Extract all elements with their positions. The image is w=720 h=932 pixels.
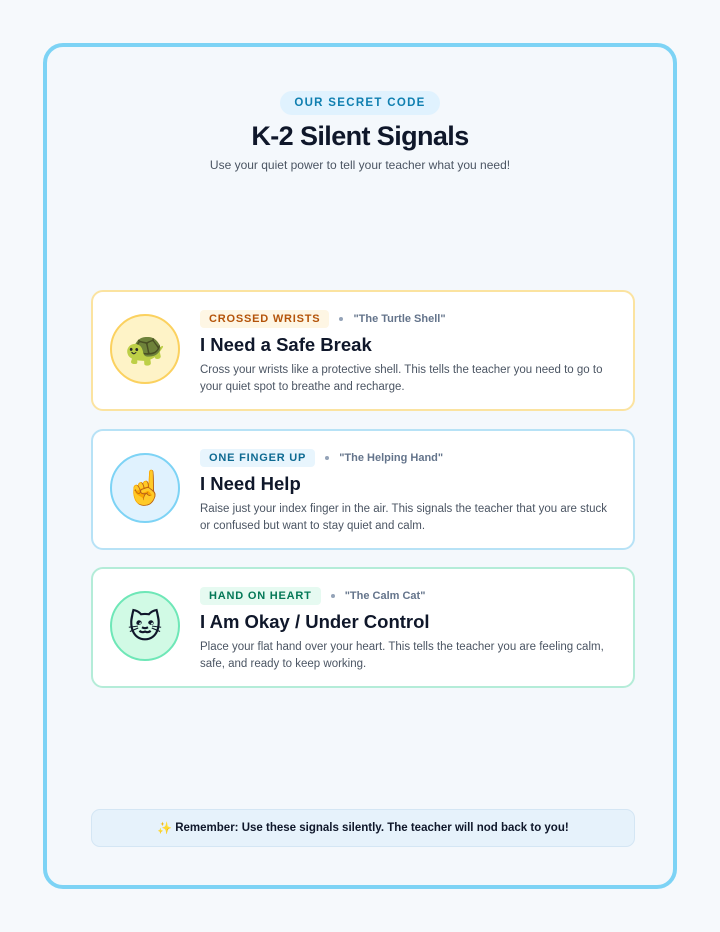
poster-header <box>47 91 673 172</box>
cat-icon: 🐱 <box>110 591 180 661</box>
signal-nickname: "The Turtle Shell" <box>353 313 446 325</box>
signal-tag: ONE FINGER UP <box>200 449 315 467</box>
signal-card-need-help <box>91 429 635 550</box>
pointing-finger-icon: ☝️ <box>110 453 180 523</box>
signal-description: Raise just your index finger in the air. This signals the teacher that you are stuck or confused but want to stay quiet and calm. <box>200 503 607 532</box>
signal-card-safe-break <box>91 290 635 411</box>
signal-tag: HAND ON HEART <box>200 587 321 605</box>
signal-tag-row <box>200 449 613 467</box>
signal-nickname: "The Helping Hand" <box>339 452 444 464</box>
signal-card-okay <box>91 567 635 688</box>
signal-title: I Am Okay / Under Control <box>200 611 430 632</box>
turtle-icon: 🐢 <box>110 314 180 384</box>
signal-content <box>200 449 613 535</box>
reminder-text: Remember: Use these signals silently. The teacher will nod back to you! <box>175 822 569 834</box>
page-subtitle: Use your quiet power to tell your teacher what you need! <box>209 158 511 172</box>
signal-description: Place your flat hand over your heart. This tells the teacher you are feeling calm, safe, and ready to keep working. <box>200 641 604 670</box>
header-pill: OUR SECRET CODE <box>280 91 439 115</box>
poster-frame <box>43 43 677 889</box>
signal-nickname: "The Calm Cat" <box>344 590 426 602</box>
signal-content <box>200 587 613 673</box>
separator-dot <box>325 456 329 460</box>
sparkles-icon: ✨ <box>157 821 173 835</box>
reminder-banner <box>91 809 635 847</box>
signal-tag-row <box>200 310 613 328</box>
page-title: K-2 Silent Signals <box>251 121 469 151</box>
separator-dot <box>331 594 335 598</box>
separator-dot <box>339 317 343 321</box>
signal-content <box>200 310 613 396</box>
signal-description: Cross your wrists like a protective shell. This tells the teacher you need to go to your quiet spot to breathe and recharge. <box>200 364 603 393</box>
signal-title: I Need Help <box>200 473 301 494</box>
signal-tag: CROSSED WRISTS <box>200 310 329 328</box>
signal-title: I Need a Safe Break <box>200 334 372 355</box>
signal-tag-row <box>200 587 613 605</box>
